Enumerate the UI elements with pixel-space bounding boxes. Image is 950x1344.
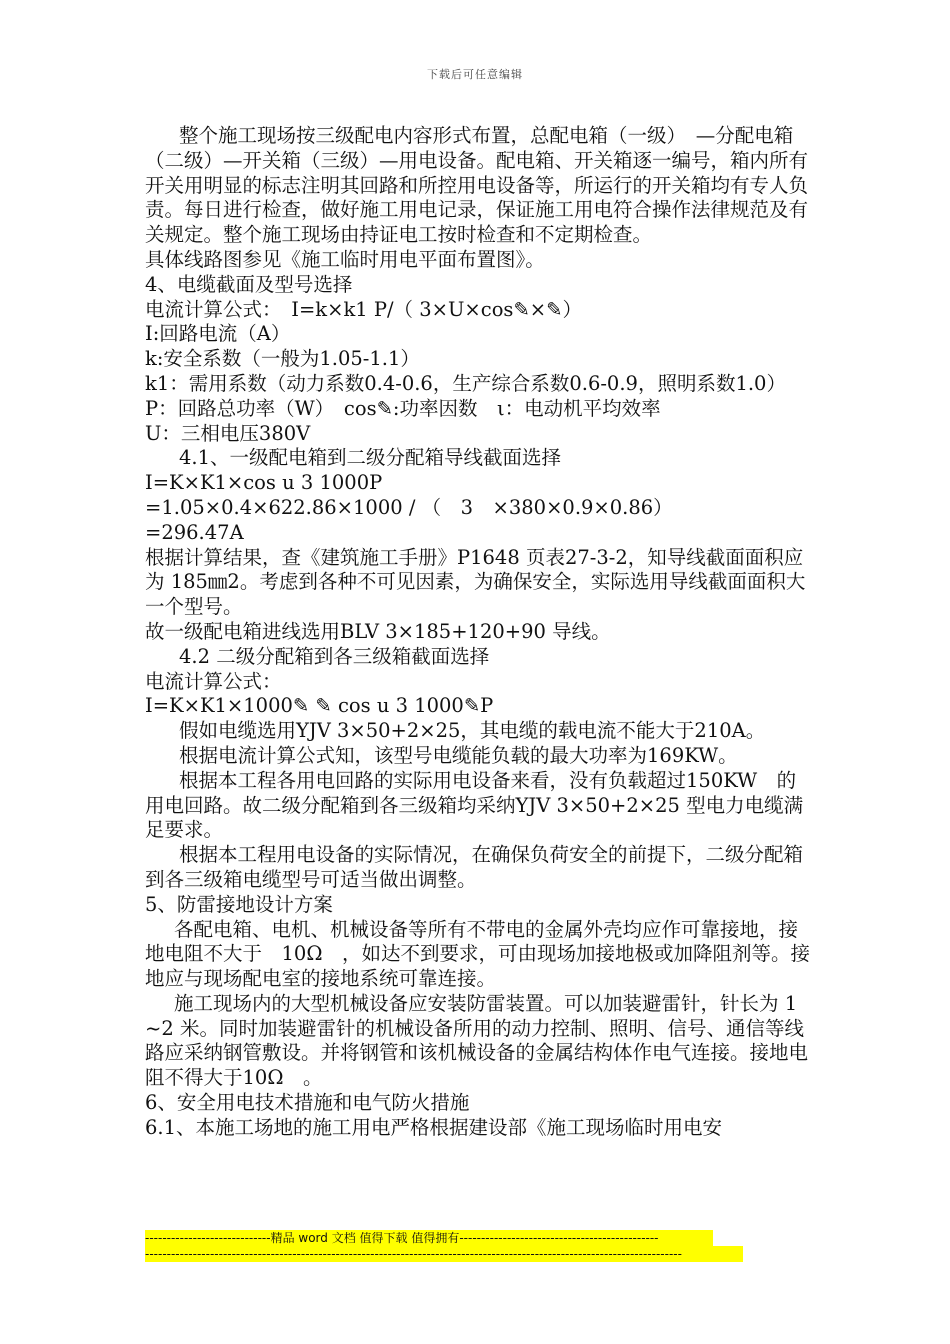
paragraph: I=K×K1×cos u 3 1000P	[145, 471, 383, 495]
paragraph: 6.1、本施工场地的施工用电严格根据建设部《施工现场临时用电安	[145, 1115, 723, 1139]
paragraph: 电流计算公式： I=k×k1 P/（ 3×U×cos✎×✎）	[145, 297, 582, 321]
paragraph: =296.47A	[145, 520, 244, 544]
paragraph: 4、电缆截面及型号选择	[145, 272, 353, 296]
paragraph: k:安全系数（一般为1.05-1.1）	[145, 347, 420, 371]
paragraph: 6、安全用电技术措施和电气防火措施	[145, 1091, 470, 1115]
paragraph: 根据电流计算公式知，该型号电缆能负载的最大功率为169KW。	[179, 743, 738, 767]
paragraph: 整个施工现场按三级配电内容形式布置，总配电箱（一级） —分配电箱（二级）—开关箱（三级）—用电设备。配电箱、开关箱逐一编号，箱内所有开关用明显的标志注明其回路和所控用电设备等，所运行的开关箱均有专人负责。每日进行检查，做好施工用电记录，保证施工用电符合操作法律规范及有关规定。整个施工现场由持证电工按时检查和不定期检查。	[145, 124, 809, 247]
paragraph: 根据本工程各用电回路的实际用电设备来看，没有负载超过150KW 的用电回路。故二级分配箱到各三级箱均采纳YJV 3×50+2×25 型电力电缆满足要求。	[145, 768, 804, 842]
paragraph: P：回路总功率（W） cos✎:功率因数 ι：电动机平均效率	[145, 396, 661, 420]
paragraph: 假如电缆选用YJV 3×50+2×25，其电缆的载电流不能大于210A。	[179, 719, 766, 743]
page-header: 下载后可任意编辑	[427, 68, 523, 81]
paragraph: 5、防雷接地设计方案	[145, 892, 333, 916]
paragraph: =1.05×0.4×622.86×1000 / （ 3 ×380×0.9×0.86）	[145, 495, 673, 519]
paragraph: 4.1、一级配电箱到二级分配箱导线截面选择	[179, 446, 562, 470]
paragraph: k1：需用系数（动力系数0.4-0.6，生产综合系数0.6-0.9，照明系数1.0）	[145, 371, 786, 395]
paragraph: 各配电箱、电机、机械设备等所有不带电的金属外壳均应作可靠接地，接地电阻不大于 10Ω ，如达不到要求，可由现场加接地极或加降阻剂等。接地应与现场配电室的接地系统可靠连接。	[145, 917, 810, 991]
document-body	[145, 124, 813, 1141]
paragraph: 电流计算公式：	[145, 669, 282, 693]
paragraph: 故一级配电箱进线选用BLV 3×185+120+90 导线。	[145, 619, 611, 643]
page-footer	[145, 1230, 743, 1262]
paragraph: 根据计算结果，查《建筑施工手册》P1648 页表27-3-2，知导线截面面积应为 185㎜2。考虑到各种不可见因素，为确保安全，实际选用导线截面面积大一个型号。	[145, 545, 806, 619]
footer-divider: ----------------------------------------------------------------------------------------------------------------------------	[145, 1246, 743, 1262]
paragraph: U：三相电压380V	[145, 421, 311, 445]
paragraph: I=K×K1×1000✎ ✎ cos u 3 1000✎P	[145, 694, 494, 718]
paragraph: 根据本工程用电设备的实际情况，在确保负荷安全的前提下，二级分配箱到各三级箱电缆型号可适当做出调整。	[145, 843, 804, 891]
footer-banner: -----------------------------精品 word 文档 值得下载 值得拥有----------------------------------------------	[145, 1230, 713, 1246]
paragraph: I:回路电流（A）	[145, 322, 291, 346]
paragraph: 施工现场内的大型机械设备应安装防雷装置。可以加装避雷针，针长为 1~2 米。同时加装避雷针的机械设备所用的动力控制、照明、信号、通信等线路应采纳钢管敷设。并将钢管和该机械设备的金属结构体作电气连接。接地电阻不得大于10Ω 。	[145, 991, 809, 1090]
paragraph: 4.2 二级分配箱到各三级箱截面选择	[179, 644, 490, 668]
paragraph: 具体线路图参见《施工临时用电平面布置图》。	[145, 247, 545, 271]
